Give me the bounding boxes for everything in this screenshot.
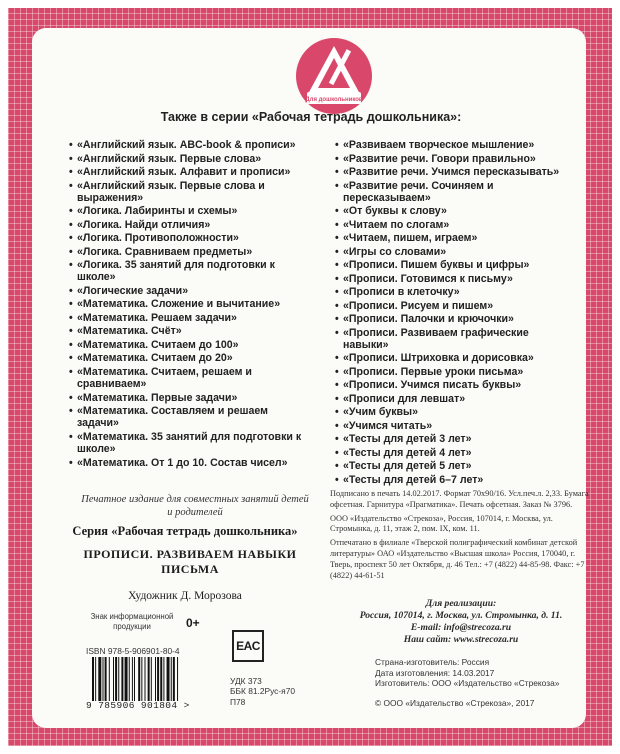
series-title-item: • «Прописи. Рисуем и пишем»: [336, 300, 576, 312]
series-title-item: • «Математика. Считаем до 20»: [70, 352, 310, 364]
series-title-item: • «Логика. 35 занятий для подготовки к школе»: [70, 259, 310, 283]
author-mark: П78: [230, 696, 246, 707]
manufacturer-info: [375, 657, 559, 689]
classification-codes: [230, 676, 295, 707]
series-title-item: • «Тесты для детей 6–7 лет»: [336, 474, 576, 486]
sales-block: [330, 598, 592, 646]
series-title-item: • «Математика. Составляем и решаем задачи»: [70, 405, 310, 429]
series-title-item: • «Математика. Первые задачи»: [70, 392, 310, 404]
age-rating-badge: 0+: [186, 616, 200, 630]
isbn-number: ISBN 978-5-906901-80-4: [86, 646, 180, 656]
udk-code: УДК 373: [230, 676, 262, 686]
series-name: Серия «Рабочая тетрадь дошкольника»: [72, 524, 298, 538]
imprint-block: [330, 489, 592, 584]
book-title: ПРОПИСИ. РАЗВИВАЕМ НАВЫКИ ПИСЬМА: [83, 547, 297, 576]
series-title-item: • «Учим буквы»: [336, 406, 576, 418]
series-title-item: • «Прописи. Пишем буквы и цифры»: [336, 259, 576, 271]
sales-website: Наш сайт: www.strecoza.ru: [403, 634, 519, 645]
logo-icon: [294, 36, 374, 116]
series-title-item: • «Развитие речи. Учимся пересказывать»: [336, 166, 576, 178]
bbk-code: ББК 81.2Рус-я70: [230, 686, 296, 697]
series-title-item: • «От буквы к слову»: [336, 205, 576, 217]
series-title-item: • «Прописи. Первые уроки письма»: [336, 366, 576, 378]
series-title-item: • «Игры со словами»: [336, 246, 576, 258]
series-title-item: • «Математика. От 1 до 10. Состав чисел»: [70, 457, 310, 469]
series-title-item: • «Английский язык. Алфавит и прописи»: [70, 166, 310, 178]
series-title-item: • «Английский язык. Первые слова и выражения»: [70, 180, 310, 204]
series-list-right: [336, 139, 576, 487]
sales-address: Россия, 107014, г. Москва, ул. Стромынка, д. 11.: [359, 610, 563, 621]
series-title-item: • «Логика. Сравниваем предметы»: [70, 246, 310, 258]
series-title-item: • «Развитие речи. Сочиняем и пересказываем»: [336, 180, 576, 204]
series-title-item: • «Логика. Лабиринты и схемы»: [70, 205, 310, 217]
series-title-item: • «Математика. 35 занятий для подготовки к школе»: [70, 431, 310, 455]
series-title-item: • «Математика. Сложение и вычитание»: [70, 298, 310, 310]
joint-use-note: Печатное издание для совместных занятий детей и родителей: [81, 494, 309, 518]
series-heading: Также в серии «Рабочая тетрадь дошкольника»:: [160, 110, 462, 124]
manufacture-date: Дата изготовления: 14.03.2017: [375, 667, 495, 678]
series-title-item: • «Английский язык. Первые слова»: [70, 153, 310, 165]
series-title-item: • «Развиваем творческое мышление»: [336, 139, 576, 151]
series-title-item: • «Английский язык. ABC-book & прописи»: [70, 139, 310, 151]
series-title-item: • «Математика. Считаем до 100»: [70, 339, 310, 351]
series-title-item: • «Читаем по слогам»: [336, 219, 576, 231]
series-title-item: • «Логика. Противоположности»: [70, 232, 310, 244]
imprint-publisher: ООО «Издательство «Стрекоза», Россия, 107014, г. Москва, ул. Стромынка, д. 11, этаж 2, пом. IX, ком. 11.: [330, 513, 553, 534]
country-of-origin: Страна-изготовитель: Россия: [375, 657, 490, 667]
series-list-left: [70, 139, 310, 470]
series-title-item: • «Учимся читать»: [336, 420, 576, 432]
series-title-item: • «Тесты для детей 3 лет»: [336, 433, 576, 445]
artist-credit: Художник Д. Морозова: [128, 590, 242, 602]
logo-text: Для дошкольников: [305, 97, 363, 103]
eac-mark-icon: EAC: [232, 630, 264, 662]
series-title-item: • «Прописи. Палочки и крючочки»: [336, 313, 576, 325]
series-title-item: • «Прописи в клеточку»: [336, 286, 576, 298]
sales-email: E-mail: info@strecoza.ru: [410, 622, 512, 633]
sales-label: Для реализации:: [425, 598, 497, 609]
series-title-item: • «Прописи. Развиваем графические навыки»: [336, 327, 576, 351]
copyright: © ООО «Издательство «Стрекоза», 2017: [375, 698, 535, 708]
series-title-item: • «Развитие речи. Говори правильно»: [336, 153, 576, 165]
barcode-icon: [90, 657, 220, 701]
manufacturer: Изготовитель: ООО «Издательство «Стрекоза»: [375, 678, 560, 689]
series-title-item: • «Тесты для детей 4 лет»: [336, 447, 576, 459]
series-title-item: • «Прописи. Учимся писать буквы»: [336, 379, 576, 391]
barcode-digits: 9 785906 901804 >: [86, 700, 190, 711]
series-title-item: • «Прописи для левшат»: [336, 393, 576, 405]
series-title-item: • «Логические задачи»: [70, 285, 310, 297]
publisher-logo: [294, 36, 374, 116]
series-title-item: • «Логика. Найди отличия»: [70, 219, 310, 231]
series-title-item: • «Математика. Решаем задачи»: [70, 312, 310, 324]
imprint-print-info: Подписано в печать 14.02.2017. Формат 70х90/16. Усл.печ.л. 2,33. Бумага офсетная. Гарнитура «Прагматика». Печать офсетная. Заказ № 3796.: [330, 489, 589, 509]
series-title-item: • «Прописи. Готовимся к письму»: [336, 273, 576, 285]
imprint-printer: Отпечатано в филиале «Тверской полиграфический комбинат детской литературы» ОАО «Издательство «Высшая школа» Россия, 170040, г. Тверь, проспект 50 лет Октября, д. 46 Тел.: +7 (4822) 44-85-98. Факс: +7 (4822) 44-61-51: [330, 538, 585, 580]
series-title-item: • «Математика. Считаем, решаем и сравниваем»: [70, 366, 310, 390]
series-title-item: • «Тесты для детей 5 лет»: [336, 460, 576, 472]
series-title-item: • «Читаем, пишем, играем»: [336, 232, 576, 244]
series-title-item: • «Математика. Счёт»: [70, 325, 310, 337]
info-product-label: Знак информационной продукции: [90, 612, 174, 631]
series-title-item: • «Прописи. Штриховка и дорисовка»: [336, 352, 576, 364]
